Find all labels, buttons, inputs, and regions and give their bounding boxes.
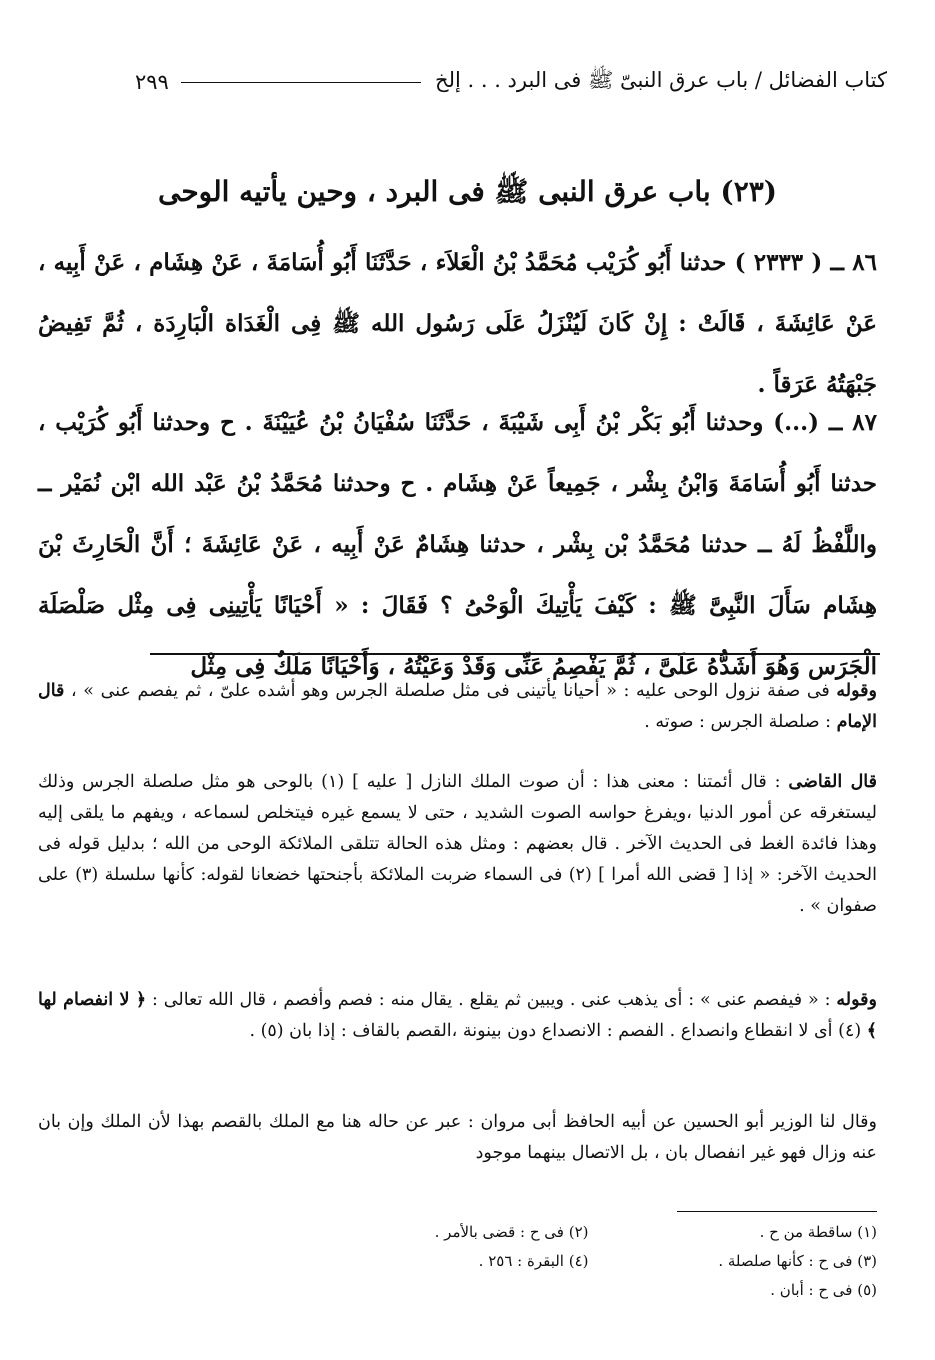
running-header <box>135 66 887 98</box>
page-number: ٢٩٩ <box>135 70 169 94</box>
commentary-text: وقال لنا الوزير أبو الحسين عن أبيه الحافظ أبى مروان : عبر عن حاله هنا مع الملك بالقصم بهذا لأن الملك وإن بان عنه وزال فهو غير انفصال بان ، بل الاتصال بينهما موجود <box>38 1112 877 1163</box>
footnote-divider <box>677 1211 877 1212</box>
quran-quote: ﴿ لا انفصام لها ﴾ <box>38 990 877 1041</box>
footnote-row <box>300 1276 877 1305</box>
commentary-text: : صلصلة الجرس : صوته . <box>644 712 837 732</box>
lead-word: وقوله <box>836 990 877 1010</box>
hadith-87 <box>38 392 877 697</box>
running-header-title: كتاب الفضائل / باب عرق النبىّ ﷺ فى البرد . . . إلخ <box>435 67 887 92</box>
footnote-2: (٢) فى ح : قضى بالأمر . <box>434 1223 589 1241</box>
hadith-86-text: ٨٦ ــ ( ٢٣٣٣ ) حدثنا أَبُو كُرَيْب مُحَمَّدُ بْنُ الْعَلاَء ، حَدَّثَنَا أَبُو أُسَامَةَ ، عَنْ هِشَام ، عَنْ أَبِيه ، عَنْ عَائِشَةَ ، قَالَتْ : إِنْ كَانَ لَيُنْزَلُ عَلَى رَسُول الله ﷺ فِى الْغَدَاة الْبَارِدَة ، ثُمَّ تَفِيضُ جَبْهَتُهُ عَرَقاً . <box>38 249 877 398</box>
footnotes <box>300 1218 877 1305</box>
chapter-title: (٢٣) باب عرق النبى ﷺ فى البرد ، وحين يأتيه الوحى <box>157 175 778 208</box>
footnote-row <box>300 1218 877 1247</box>
header-rule <box>181 82 421 83</box>
commentary-text: : « فيفصم عنى » : أى يذهب عنى . ويبين ثم يقلع . يقال منه : فصم وأفصم ، قال الله تعالى : <box>146 990 837 1010</box>
commentary-paragraph-4 <box>38 1107 877 1169</box>
footnote-4: (٤) البقرة : ٢٥٦ . <box>478 1252 589 1270</box>
footnote-1: (١) ساقطة من ح . <box>759 1223 877 1241</box>
lead-word: قال الإمام <box>38 681 877 732</box>
main-text-divider <box>150 653 880 655</box>
commentary-text: (٤) أى لا انقطاع وانصداع . الفصم : الانصداع دون بينونة ،القصم بالقاف : إذا بان (٥) . <box>249 1021 867 1041</box>
commentary-paragraph-3 <box>38 985 877 1047</box>
hadith-86 <box>38 232 877 415</box>
commentary-text: فى صفة نزول الوحى عليه : « أحيانا يأتينى فى مثل صلصلة الجرس وهو أشده علىّ ، ثم يفصم عنى » ، <box>64 681 837 701</box>
commentary-text: : قال أئمتنا : معنى هذا : أن صوت الملك النازل [ عليه ] (١) بالوحى هو مثل صلصلة الجرس وذلك ليستغرقه عن أمور الدنيا ،ويفرغ حواسه الصوت الشديد ، حتى لا يسمع غيره فيتخلص لسماعه ، ويفهم ما يلقى إليه وهذا فائدة الغط فى الحديث الآخر . قال بعضهم : ومثل هذه الحالة تتلقى الملائكة الوحى من الله ؛ بدليل قوله فى الحديث الآخر: « إذا [ قضى الله أمرا ] (٢) فى السماء ضربت الملائكة بأجنحتها خضعانا لقوله: كأنها سلسلة (٣) على صفوان » . <box>38 772 878 916</box>
footnote-5: (٥) فى ح : أبان . <box>770 1281 877 1299</box>
commentary-paragraph-1 <box>38 676 877 738</box>
lead-word: قال القاضى <box>788 772 877 792</box>
hadith-87-text: ٨٧ ــ (...) وحدثنا أَبُو بَكْر بْنُ أَبِى شَيْبَةَ ، حَدَّثَنَا سُفْيَانُ بْنُ عُيَيْنَةَ . ح وحدثنا أَبُو كُرَيْب ، حدثنا أَبُو أُسَامَةَ وَابْنُ بِشْر ، جَمِيعاً عَنْ هِشَام . ح وحدثنا مُحَمَّدُ بْنُ عَبْد الله ابْن نُمَيْر ــ واللَّفْظُ لَهُ ــ حدثنا مُحَمَّدُ بْن بِشْر ، حدثنا هِشَامٌ عَنْ أَبِيه ، عَنْ عَائِشَةَ ؛ أَنَّ الْحَارِثَ بْنَ هِشَام سَأَلَ النَّبِىَّ ﷺ : كَيْفَ يَأْتِيكَ الْوَحْىُ ؟ فَقَالَ : « أَحْيَانًا يَأْتِينِى فِى مِثْل صَلْصَلَة الْجَرَس وَهُوَ أَشَدُّهُ عَلَىَّ ، ثُمَّ يَفْصِمُ عَنِّى وَقَدْ وَعَيْتُهُ ، وَأَحْيَانًا مَلَكٌ فِى مِثْل <box>38 409 877 680</box>
footnote-row <box>300 1247 877 1276</box>
commentary-paragraph-2 <box>38 767 877 922</box>
footnote-3: (٣) فى ح : كأنها صلصلة . <box>718 1252 877 1270</box>
lead-word: وقوله <box>836 681 877 701</box>
